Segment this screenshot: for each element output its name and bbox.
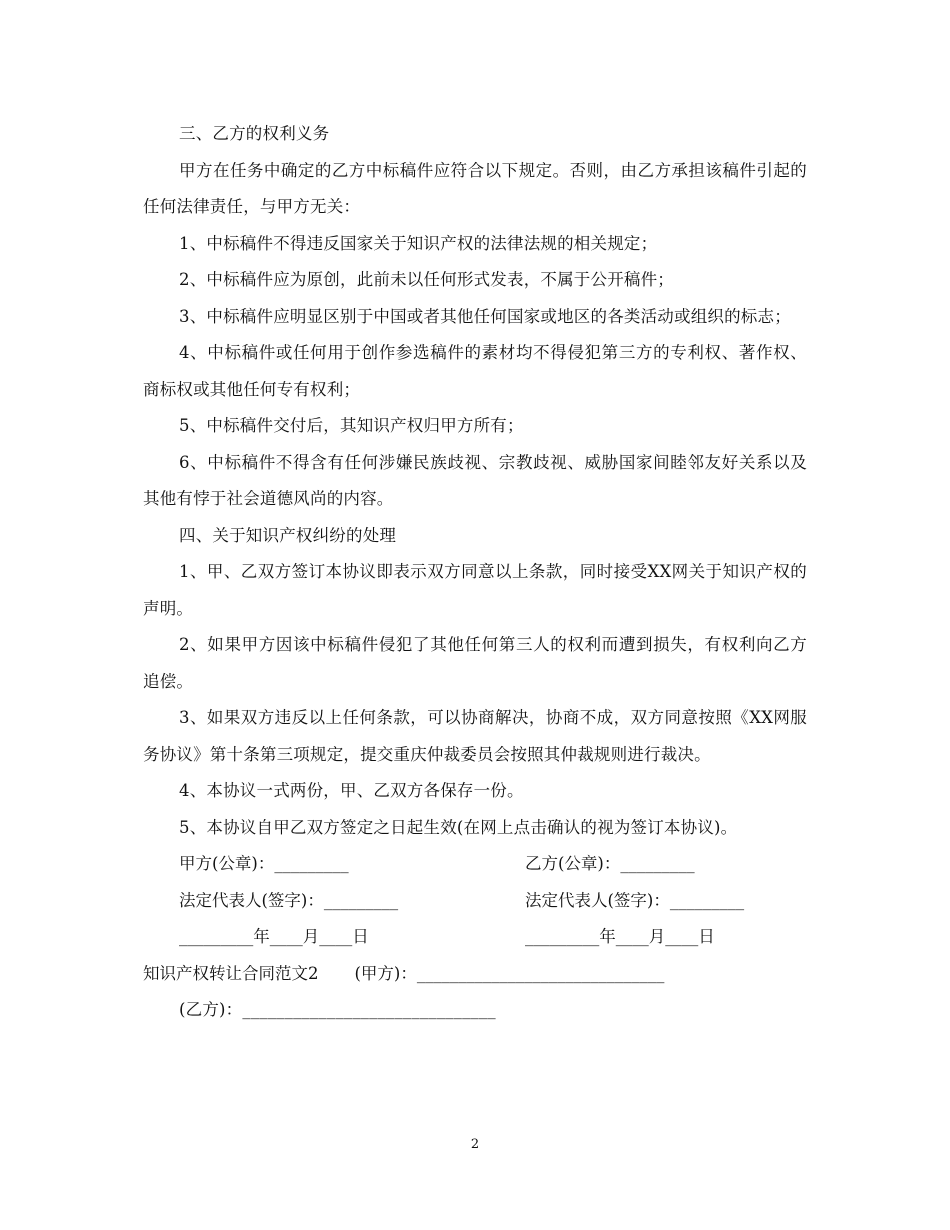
party-b-date-field: _________年____月____日 (525, 927, 715, 946)
party-a-seal-field: 甲方(公章)：_________ (179, 854, 349, 873)
signature-row-date (143, 919, 807, 956)
paragraph-intro: 甲方在任务中确定的乙方中标稿件应符合以下规定。否则，由乙方承担该稿件引起的任何法律责任，与甲方无关： (143, 160, 807, 216)
signature-row-seal (143, 846, 807, 883)
clause-1: 1、中标稿件不得违反国家关于知识产权的法律法规的相关规定； (179, 233, 658, 253)
party-a-date-field: _________年____月____日 (179, 927, 369, 946)
clause-6: 6、中标稿件不得含有任何涉嫌民族歧视、宗教歧视、威胁国家间睦邻友好关系以及其他有悖于社会道德风尚的内容。 (143, 452, 807, 508)
dispute-clause-1: 1、甲、乙双方签订本协议即表示双方同意以上条款，同时接受XX网关于知识产权的声明。 (143, 562, 807, 618)
party-a-representative-field: 法定代表人(签字)：_________ (179, 890, 399, 910)
document-body (143, 116, 807, 1029)
dispute-clause-3: 3、如果双方违反以上任何条款，可以协商解决，协商不成，双方同意按照《XX网服务协议》第十条第三项规定，提交重庆仲裁委员会按照其仲裁规则进行裁决。 (143, 708, 807, 764)
signature-row-representative (143, 883, 807, 920)
page-number: 2 (470, 1137, 480, 1152)
next-contract-party-b: (乙方)：______________________________ (179, 1000, 496, 1019)
dispute-clause-5: 5、本协议自甲乙双方签定之日起生效(在网上点击确认的视为签订本协议)。 (179, 817, 738, 837)
next-contract-party-a: (甲方)：______________________________ (354, 963, 665, 983)
section-heading-rights: 三、乙方的权利义务 (179, 124, 330, 143)
next-contract-title-row (143, 956, 807, 993)
party-b-representative-field: 法定代表人(签字)：_________ (525, 890, 745, 910)
party-b-seal-field: 乙方(公章)：_________ (525, 854, 695, 873)
next-contract-title: 知识产权转让合同范文2 (143, 963, 319, 983)
section-heading-disputes: 四、关于知识产权纠纷的处理 (179, 525, 397, 545)
dispute-clause-4: 4、本协议一式两份，甲、乙双方各保存一份。 (179, 781, 524, 800)
dispute-clause-2: 2、如果甲方因该中标稿件侵犯了其他任何第三人的权利而遭到损失，有权利向乙方追偿。 (143, 635, 807, 691)
clause-4: 4、中标稿件或任何用于创作参选稿件的素材均不得侵犯第三方的专利权、著作权、商标权或其他任何专有权利； (143, 343, 807, 399)
clause-5: 5、中标稿件交付后，其知识产权归甲方所有； (179, 416, 524, 435)
clause-3: 3、中标稿件应明显区别于中国或者其他任何国家或地区的各类活动或组织的标志； (179, 306, 791, 326)
clause-2: 2、中标稿件应为原创，此前未以任何形式发表，不属于公开稿件； (179, 270, 674, 289)
